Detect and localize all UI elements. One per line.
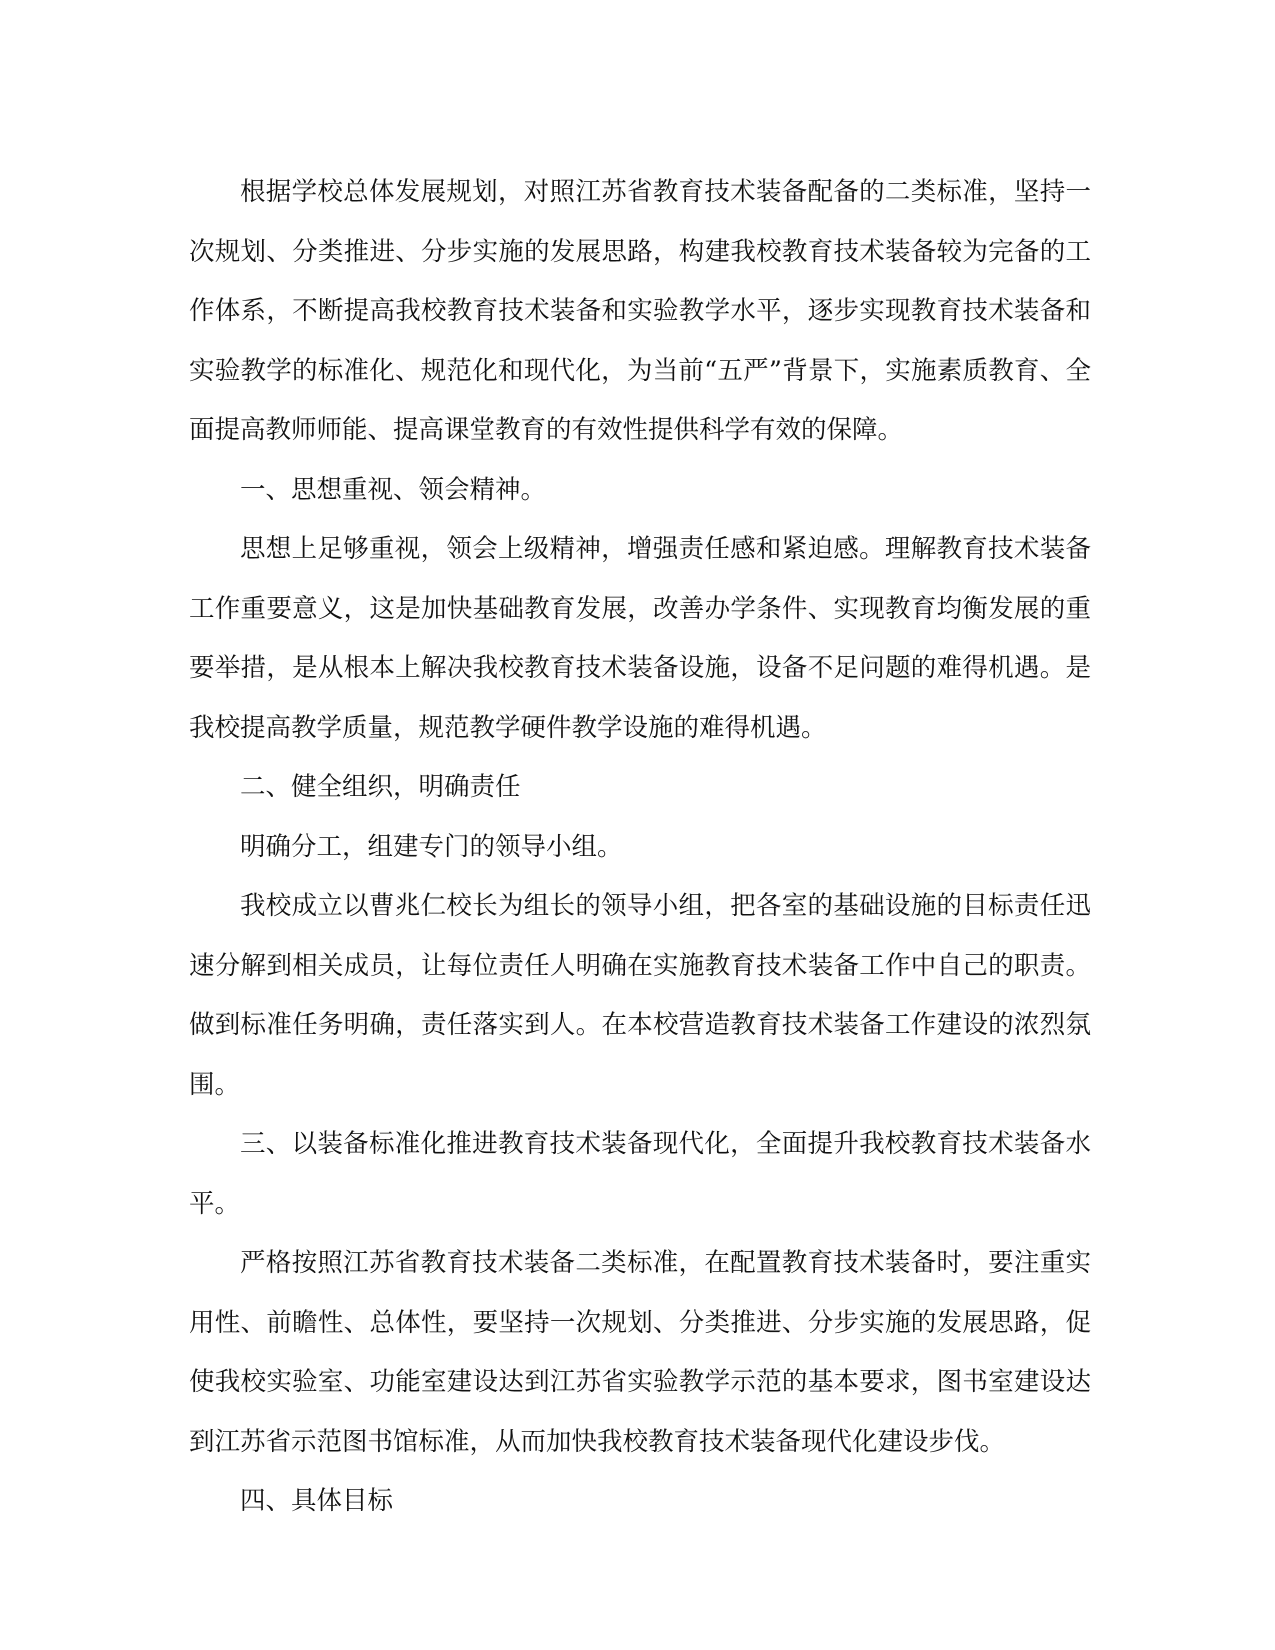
section-heading-2: 二、健全组织，明确责任 <box>240 772 521 802</box>
section-1-paragraph: 思想上足够重视，领会上级精神，增强责任感和紧迫感。理解教育技术装备工作重要意义，这是加快基础教育发展，改善办学条件、实现教育均衡发展的重要举措，是从根本上解决我校教育技术装备设施，设备不足问题的难得机遇。是我校提高教学质量，规范教学硬件教学设施的难得机遇。 <box>189 534 1091 743</box>
document-body <box>189 163 1091 1532</box>
section-heading-1: 一、思想重视、领会精神。 <box>240 474 547 505</box>
section-2-paragraph-2: 我校成立以曹兆仁校长为组长的领导小组，把各室的基础设施的目标责任迅速分解到相关成员，让每位责任人明确在实施教育技术装备工作中自己的职责。做到标准任务明确，责任落实到人。在本校营造教育技术装备工作建设的浓烈氛围。 <box>189 891 1091 1100</box>
section-heading-3: 三、以装备标准化推进教育技术装备现代化，全面提升我校教育技术装备水平。 <box>189 1129 1091 1219</box>
intro-paragraph: 根据学校总体发展规划，对照江苏省教育技术装备配备的二类标准，坚持一次规划、分类推进、分步实施的发展思路，构建我校教育技术装备较为完备的工作体系，不断提高我校教育技术装备和实验教学水平，逐步实现教育技术装备和实验教学的标准化、规范化和现代化，为当前“五严”背景下，实施素质教育、全面提高教师师能、提高课堂教育的有效性提供科学有效的保障。 <box>189 177 1091 445</box>
section-3-paragraph: 严格按照江苏省教育技术装备二类标准，在配置教育技术装备时，要注重实用性、前瞻性、总体性，要坚持一次规划、分类推进、分步实施的发展思路，促使我校实验室、功能室建设达到江苏省实验教学示范的基本要求，图书室建设达到江苏省示范图书馆标准，从而加快我校教育技术装备现代化建设步伐。 <box>189 1248 1091 1457</box>
section-2-paragraph-1: 明确分工，组建专门的领导小组。 <box>240 831 623 862</box>
section-heading-4: 四、具体目标 <box>240 1486 394 1516</box>
